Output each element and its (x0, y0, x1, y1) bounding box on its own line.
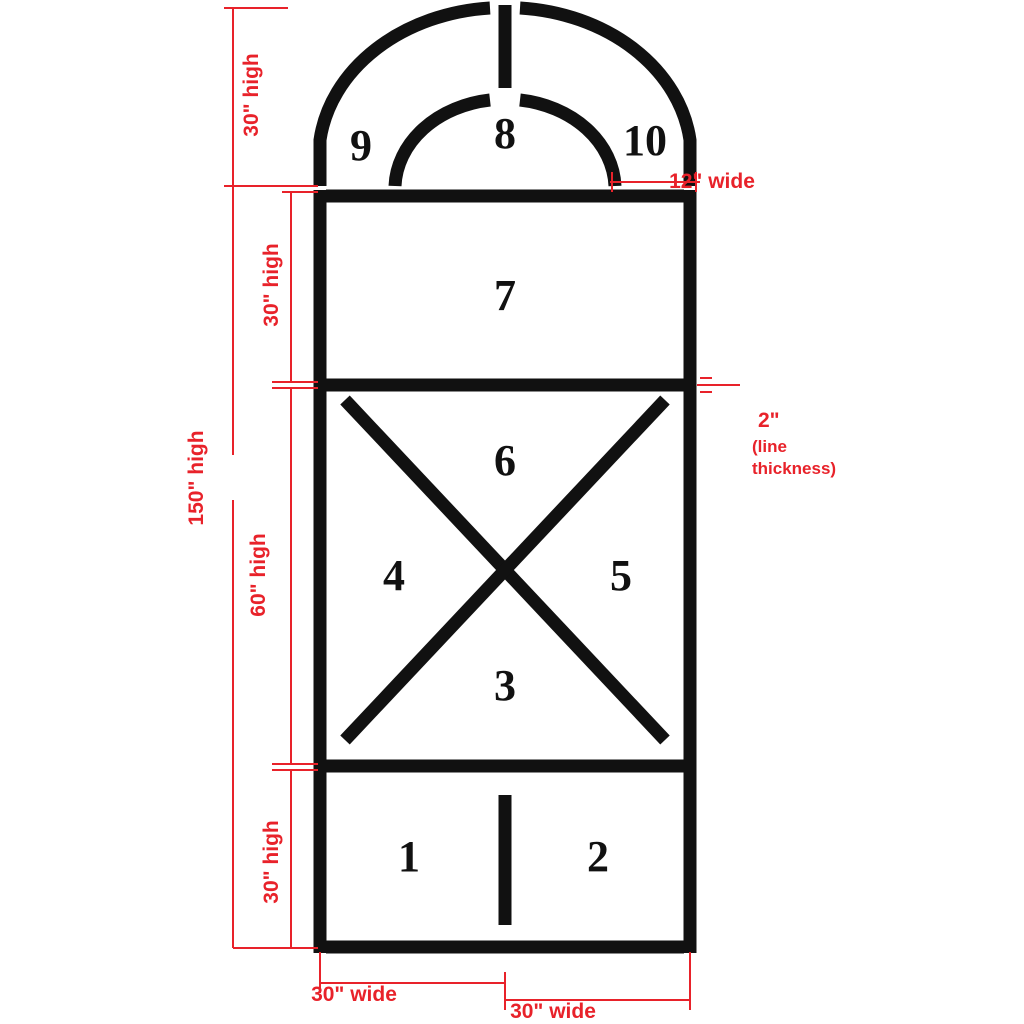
court-number-4: 4 (383, 551, 405, 600)
dimension-label-right-width: 30" wide (510, 1000, 596, 1023)
inner-arch-left (395, 100, 490, 186)
line-thickness-callout (752, 409, 836, 478)
court-number-8: 8 (494, 109, 516, 158)
court-number-6: 6 (494, 436, 516, 485)
line-thickness-note-2: thickness) (752, 459, 837, 478)
court-number-9: 9 (350, 121, 372, 170)
dimension-label-x-height: 60" high (247, 533, 270, 617)
court-number-5: 5 (610, 551, 632, 600)
court-number-1: 1 (398, 832, 420, 881)
dimension-label-bottom-height: 30" high (260, 820, 283, 904)
dimension-label-total-height: 150" high (185, 430, 208, 526)
dimension-label-square7-height: 30" high (260, 243, 283, 327)
court-number-7: 7 (494, 271, 516, 320)
line-thickness-note-1: (line (752, 437, 787, 456)
inner-arch-right (520, 100, 615, 186)
dimension-label-left-width: 30" wide (311, 983, 397, 1006)
court-number-3: 3 (494, 661, 516, 710)
court-number-2: 2 (587, 832, 609, 881)
court-number-10: 10 (623, 116, 667, 165)
line-thickness-value: 2" (758, 409, 780, 432)
dimension-label-top-width: 12" wide (669, 170, 755, 193)
dimension-label-arch-height: 30" high (240, 53, 263, 137)
